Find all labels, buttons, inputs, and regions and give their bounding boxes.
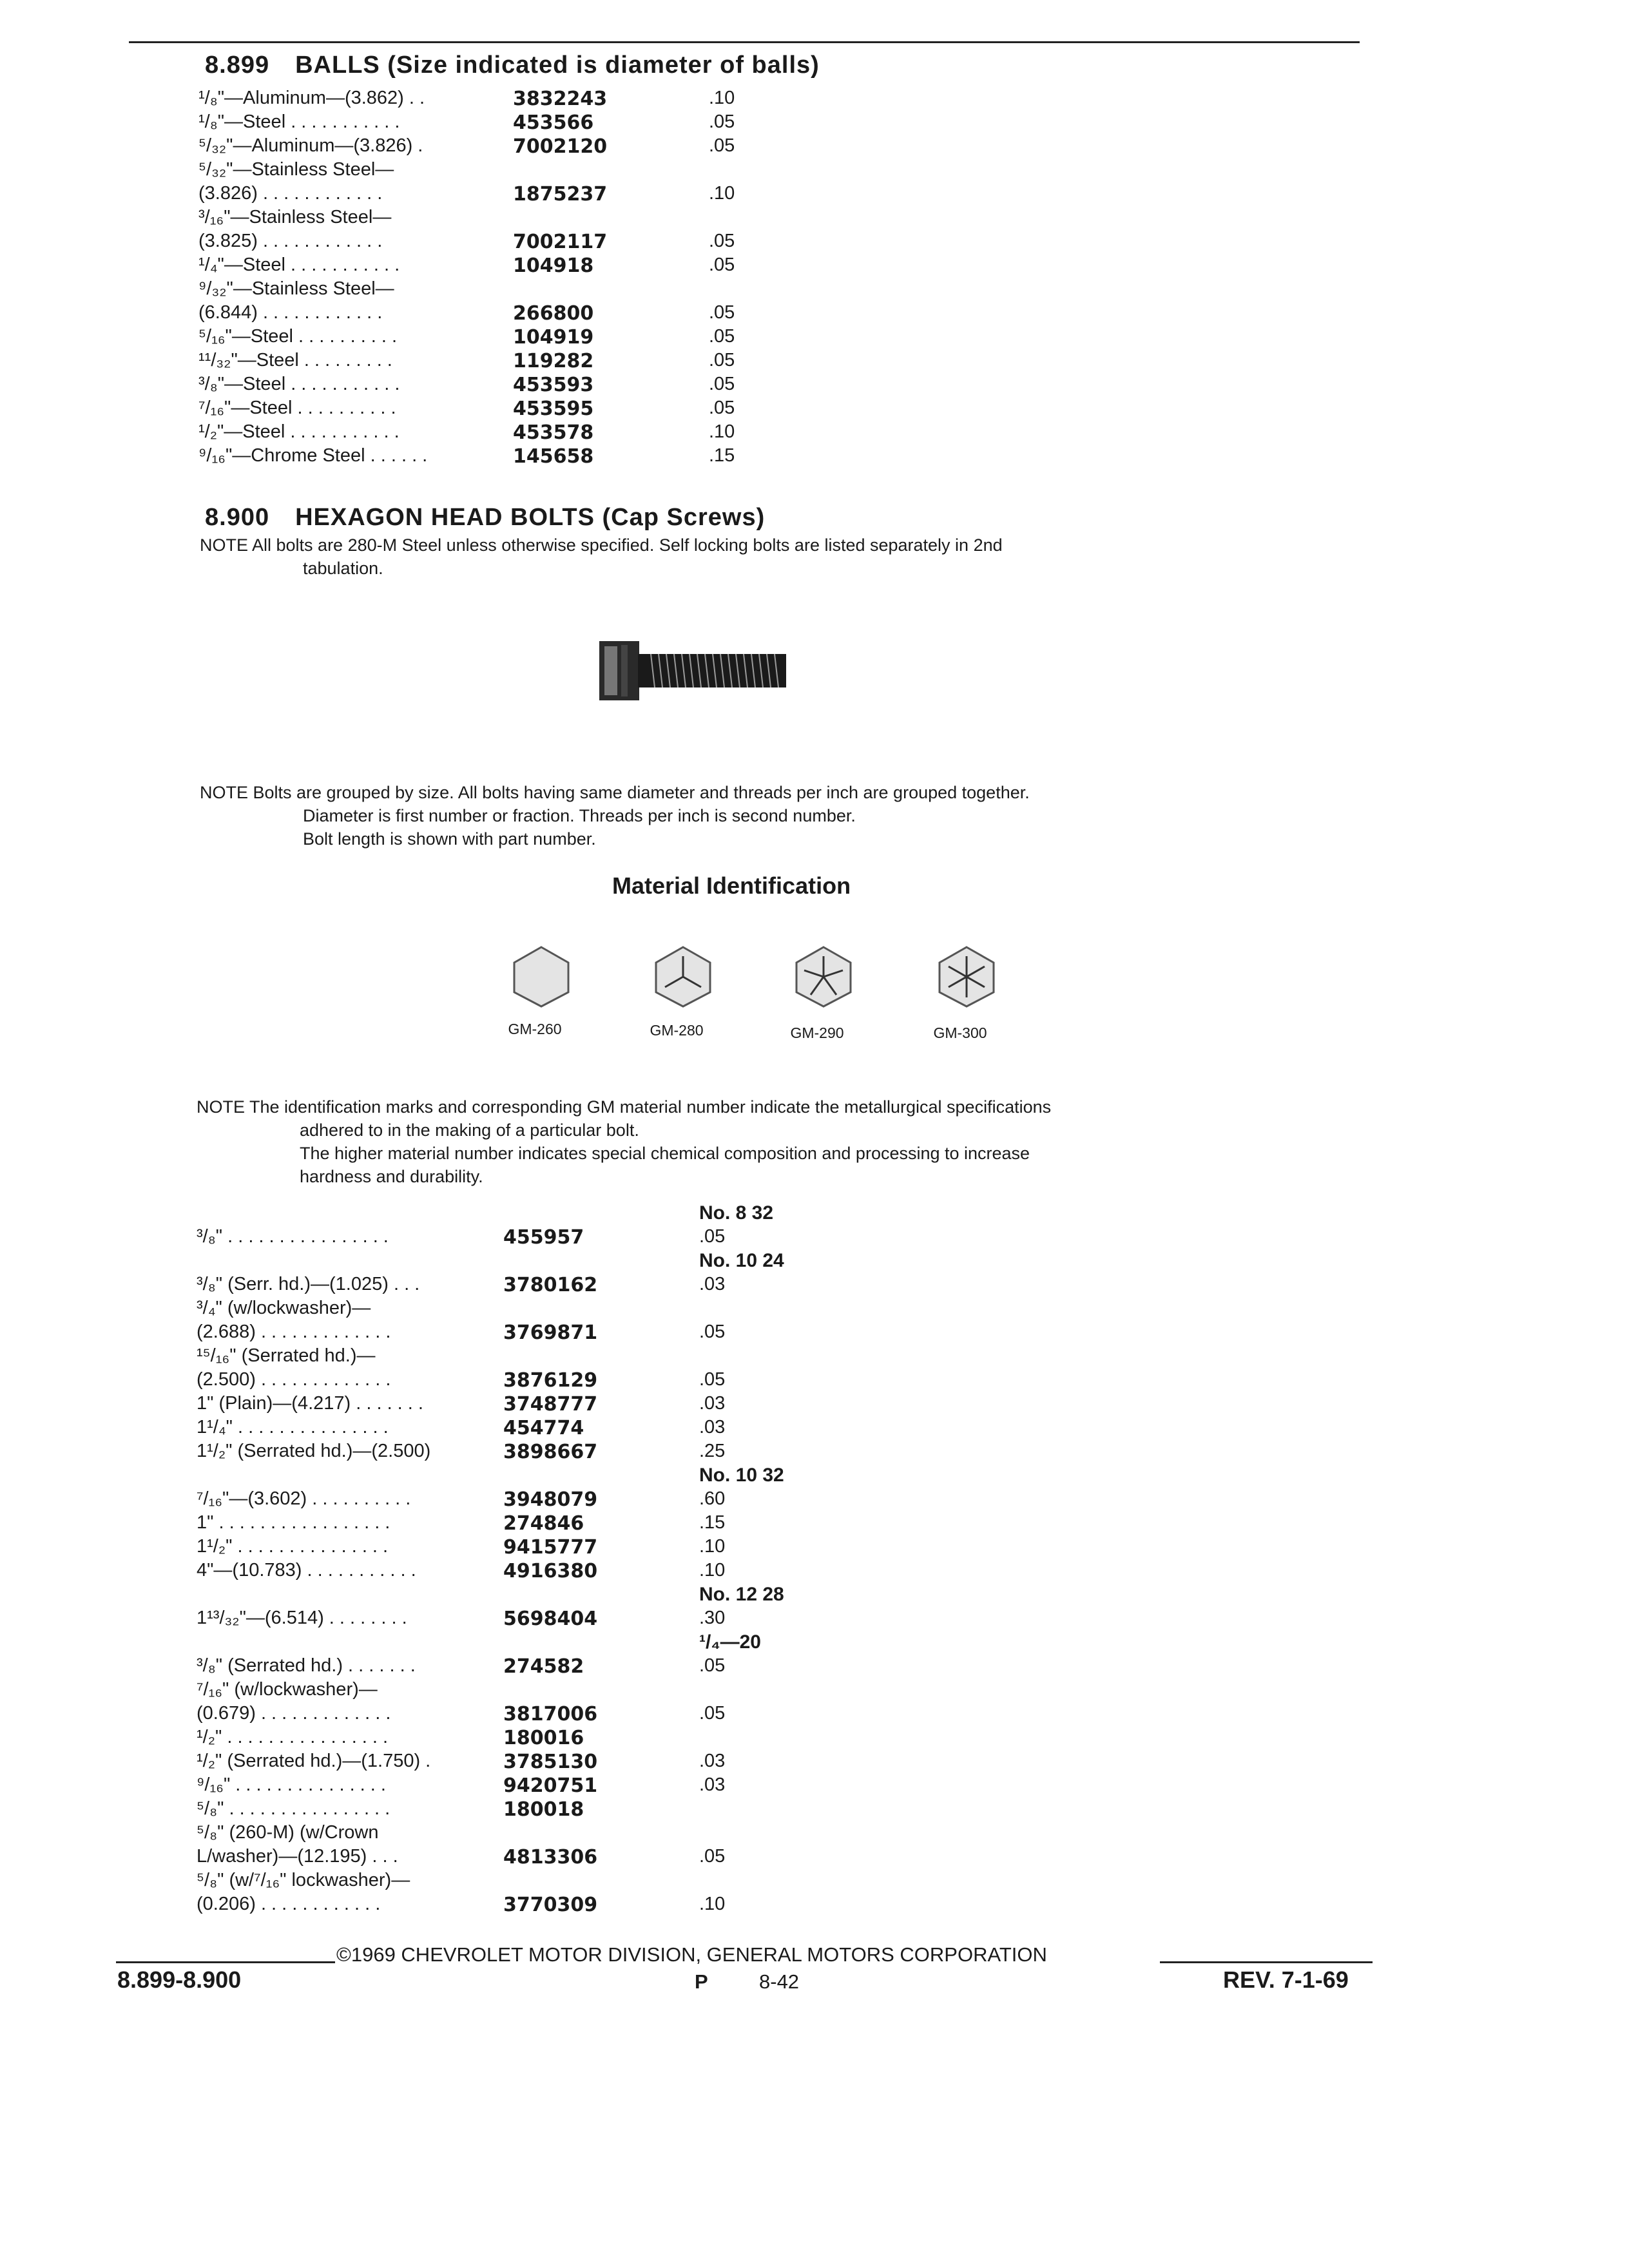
part-description: ⁵/₃₂"—Stainless Steel— xyxy=(198,159,394,180)
part-number: 104918 xyxy=(513,255,594,277)
part-price: .05 xyxy=(709,231,735,251)
part-description: (2.688) . . . . . . . . . . . . . xyxy=(197,1321,391,1342)
parts-row xyxy=(197,1298,841,1321)
gm-260-mark xyxy=(503,945,580,1012)
part-description: ⁵/₈" (260-M) (w/Crown xyxy=(197,1822,379,1843)
gm-290-mark xyxy=(785,945,862,1012)
part-description: ³/₁₆"—Stainless Steel— xyxy=(198,207,392,227)
part-description: ³/₈"—Steel . . . . . . . . . . . xyxy=(198,374,400,394)
part-price: .05 xyxy=(709,111,735,132)
part-description: ¹/₄"—Steel . . . . . . . . . . . xyxy=(198,255,400,275)
part-description: ⁵/₈" . . . . . . . . . . . . . . . . xyxy=(197,1798,390,1819)
section-899-title: BALLS (Size indicated is diameter of balls) xyxy=(295,52,820,79)
parts-row xyxy=(197,1536,841,1560)
section-899-heading xyxy=(205,52,820,79)
part-description: ¹⁵/₁₆" (Serrated hd.)— xyxy=(197,1345,376,1366)
part-description: ¹/₂" . . . . . . . . . . . . . . . . xyxy=(197,1727,389,1747)
parts-row xyxy=(197,1727,841,1751)
part-number: 3832243 xyxy=(513,88,608,110)
parts-row xyxy=(197,1202,841,1226)
part-price: .05 xyxy=(699,1846,726,1867)
part-description: 1¹/₂" . . . . . . . . . . . . . . . xyxy=(197,1536,389,1557)
part-price: .03 xyxy=(699,1774,726,1795)
parts-row xyxy=(198,445,843,469)
part-description: 1¹/₂" (Serrated hd.)—(2.500) xyxy=(197,1441,431,1461)
thread-size-header: No. 10 32 xyxy=(699,1465,784,1486)
part-number: 3817006 xyxy=(503,1703,598,1725)
parts-row xyxy=(197,1584,841,1608)
part-number: 104919 xyxy=(513,326,594,349)
part-number: 1875237 xyxy=(513,183,608,206)
thread-size-header: ¹/₄—20 xyxy=(699,1631,761,1653)
parts-row xyxy=(198,183,843,207)
parts-row xyxy=(197,1679,841,1703)
hex-head-icon xyxy=(509,945,574,1009)
parts-row xyxy=(197,1655,841,1679)
part-description: ⁹/₃₂"—Stainless Steel— xyxy=(198,278,394,299)
parts-row xyxy=(198,88,843,111)
note-materials-line2: tabulation. xyxy=(303,559,383,578)
part-price: .03 xyxy=(699,1274,726,1294)
gm-280-mark xyxy=(644,945,722,1012)
parts-row xyxy=(197,1321,841,1345)
part-price: .05 xyxy=(699,1226,726,1247)
part-description: ¹/₂" (Serrated hd.)—(1.750) . xyxy=(197,1751,431,1771)
part-number: 3948079 xyxy=(503,1488,598,1511)
part-price: .03 xyxy=(699,1751,726,1771)
footer-rule-left xyxy=(116,1961,335,1963)
parts-row xyxy=(197,1846,841,1870)
hex-head-icon xyxy=(934,945,999,1009)
part-number: 9420751 xyxy=(503,1774,598,1797)
parts-row xyxy=(197,1774,841,1798)
part-description: ⁵/₈" (w/⁷/₁₆" lockwasher)— xyxy=(197,1870,410,1890)
part-description: (2.500) . . . . . . . . . . . . . xyxy=(197,1369,391,1390)
section-899-number: 8.899 xyxy=(205,52,270,79)
gm-290-label: GM-290 xyxy=(790,1024,844,1041)
part-number: 3770309 xyxy=(503,1894,598,1916)
part-description: (0.206) . . . . . . . . . . . . xyxy=(197,1894,381,1914)
note-grouping-line2: Diameter is first number or fraction. Threads per inch is second number. xyxy=(303,806,856,825)
note-identification-line1: NOTE The identification marks and corresponding GM material number indicate the metallurgical specifications xyxy=(197,1097,1052,1117)
part-description: ⁵/₁₆"—Steel . . . . . . . . . . xyxy=(198,326,398,347)
part-number: 3780162 xyxy=(503,1274,598,1296)
part-description: ⁷/₁₆"—(3.602) . . . . . . . . . . xyxy=(197,1488,411,1509)
part-description: (3.826) . . . . . . . . . . . . xyxy=(198,183,383,204)
footer-copyright: ©1969 CHEVROLET MOTOR DIVISION, GENERAL MOTORS CORPORATION xyxy=(336,1943,1047,1966)
parts-row xyxy=(198,350,843,374)
part-number: 7002117 xyxy=(513,231,608,253)
part-number: 453566 xyxy=(513,111,594,134)
part-price: .05 xyxy=(709,350,735,370)
part-description: ³/₈" (Serr. hd.)—(1.025) . . . xyxy=(197,1274,420,1294)
part-description: ¹/₈"—Steel . . . . . . . . . . . xyxy=(198,111,400,132)
part-price: .60 xyxy=(699,1488,726,1509)
parts-row xyxy=(197,1393,841,1417)
part-number: 274582 xyxy=(503,1655,584,1678)
part-description: ¹/₈"—Aluminum—(3.862) . . xyxy=(198,88,425,108)
parts-row xyxy=(198,231,843,255)
part-price: .15 xyxy=(699,1512,726,1533)
part-price: .05 xyxy=(709,255,735,275)
parts-row xyxy=(198,207,843,231)
part-description: ³/₈" (Serrated hd.) . . . . . . . xyxy=(197,1655,416,1676)
parts-row xyxy=(197,1822,841,1846)
parts-row xyxy=(197,1465,841,1488)
note-identification xyxy=(197,1095,1453,1188)
thread-size-header: No. 10 24 xyxy=(699,1250,784,1271)
footer-section-range: 8.899-8.900 xyxy=(117,1966,242,1993)
parts-row xyxy=(197,1274,841,1298)
parts-row xyxy=(198,398,843,421)
part-price: .10 xyxy=(709,88,735,108)
part-number: 453578 xyxy=(513,421,594,444)
gm-300-label: GM-300 xyxy=(933,1024,987,1041)
parts-row xyxy=(197,1369,841,1393)
footer-revision: REV. 7-1-69 xyxy=(1223,1966,1349,1993)
part-number: 5698404 xyxy=(503,1608,598,1630)
part-number: 180018 xyxy=(503,1798,584,1821)
part-number: 453595 xyxy=(513,398,594,420)
parts-row xyxy=(197,1894,841,1917)
part-price: .30 xyxy=(699,1608,726,1628)
part-number: 274846 xyxy=(503,1512,584,1535)
part-price: .05 xyxy=(709,326,735,347)
part-description: (6.844) . . . . . . . . . . . . xyxy=(198,302,383,323)
part-description: ¹/₂"—Steel . . . . . . . . . . . xyxy=(198,421,400,442)
hex-head-icon xyxy=(791,945,856,1009)
parts-row xyxy=(198,255,843,278)
part-number: 3769871 xyxy=(503,1321,598,1344)
part-number: 145658 xyxy=(513,445,594,468)
part-number: 3748777 xyxy=(503,1393,598,1416)
part-price: .10 xyxy=(709,421,735,442)
parts-row xyxy=(197,1345,841,1369)
part-number: 180016 xyxy=(503,1727,584,1749)
parts-row xyxy=(198,278,843,302)
hex-head-icon xyxy=(651,945,715,1009)
parts-row xyxy=(197,1560,841,1584)
part-price: .05 xyxy=(709,302,735,323)
part-description: 1" (Plain)—(4.217) . . . . . . . xyxy=(197,1393,423,1414)
part-number: 4813306 xyxy=(503,1846,598,1869)
part-price: .05 xyxy=(709,135,735,156)
balls-parts-list xyxy=(198,88,843,487)
part-number: 455957 xyxy=(503,1226,584,1249)
parts-row xyxy=(198,374,843,398)
parts-row xyxy=(198,159,843,183)
part-number: 454774 xyxy=(503,1417,584,1439)
parts-row xyxy=(197,1512,841,1536)
parts-row xyxy=(198,421,843,445)
part-description: 1¹/₄" . . . . . . . . . . . . . . . xyxy=(197,1417,389,1437)
part-description: 1" . . . . . . . . . . . . . . . . . xyxy=(197,1512,390,1533)
part-number: 3876129 xyxy=(503,1369,598,1392)
part-description: (3.825) . . . . . . . . . . . . xyxy=(198,231,383,251)
parts-row xyxy=(197,1608,841,1631)
part-number: 266800 xyxy=(513,302,594,325)
part-price: .10 xyxy=(699,1536,726,1557)
gm-300-mark xyxy=(928,945,1005,1012)
part-price: .03 xyxy=(699,1417,726,1437)
part-description: ⁵/₃₂"—Aluminum—(3.826) . xyxy=(198,135,423,156)
part-price: .03 xyxy=(699,1393,726,1414)
section-900-title: HEXAGON HEAD BOLTS (Cap Screws) xyxy=(295,504,766,531)
part-description: ³/₈" . . . . . . . . . . . . . . . . xyxy=(197,1226,389,1247)
section-900-number: 8.900 xyxy=(205,504,270,531)
footer-page-prefix: P xyxy=(695,1970,708,1993)
part-description: ⁷/₁₆"—Steel . . . . . . . . . . xyxy=(198,398,396,418)
part-description: L/washer)—(12.195) . . . xyxy=(197,1846,398,1867)
note-materials xyxy=(200,533,1424,580)
part-number: 453593 xyxy=(513,374,594,396)
part-price: .05 xyxy=(699,1703,726,1724)
part-description: ⁹/₁₆"—Chrome Steel . . . . . . xyxy=(198,445,428,466)
note-identification-line4: hardness and durability. xyxy=(300,1167,483,1186)
parts-row xyxy=(198,302,843,326)
gm-280-label: GM-280 xyxy=(650,1022,704,1039)
part-number: 3785130 xyxy=(503,1751,598,1773)
part-number: 3898667 xyxy=(503,1441,598,1463)
parts-row xyxy=(197,1250,841,1274)
parts-row xyxy=(197,1870,841,1894)
note-identification-line3: The higher material number indicates special chemical composition and processing to increase xyxy=(300,1144,1030,1163)
part-price: .10 xyxy=(699,1894,726,1914)
parts-row xyxy=(198,326,843,350)
parts-row xyxy=(197,1226,841,1250)
gm-260-label: GM-260 xyxy=(508,1021,562,1037)
part-price: .05 xyxy=(699,1369,726,1390)
parts-row xyxy=(197,1417,841,1441)
part-number: 119282 xyxy=(513,350,594,372)
footer-page-number: 8-42 xyxy=(759,1970,800,1993)
part-number: 7002120 xyxy=(513,135,608,158)
note-grouping-line1: NOTE Bolts are grouped by size. All bolts having same diameter and threads per inch are grouped together. xyxy=(200,783,1030,802)
note-identification-line2: adhered to in the making of a particular bolt. xyxy=(300,1120,639,1140)
part-description: ⁷/₁₆" (w/lockwasher)— xyxy=(197,1679,378,1700)
parts-row xyxy=(197,1441,841,1465)
part-description: ¹¹/₃₂"—Steel . . . . . . . . . xyxy=(198,350,392,370)
parts-row xyxy=(197,1631,841,1655)
parts-row xyxy=(197,1703,841,1727)
hex-bolt-image xyxy=(599,635,786,712)
material-identification-title: Material Identification xyxy=(612,872,851,899)
part-price: .05 xyxy=(699,1655,726,1676)
note-materials-line1: NOTE All bolts are 280-M Steel unless otherwise specified. Self locking bolts are listed separately in 2nd xyxy=(200,535,1003,555)
part-description: 1¹³/₃₂"—(6.514) . . . . . . . . xyxy=(197,1608,407,1628)
parts-row xyxy=(197,1751,841,1774)
parts-row xyxy=(197,1798,841,1822)
part-price: .05 xyxy=(709,374,735,394)
thread-size-header: No. 8 32 xyxy=(699,1202,774,1224)
part-description: ³/₄" (w/lockwasher)— xyxy=(197,1298,371,1318)
part-price: .05 xyxy=(699,1321,726,1342)
parts-row xyxy=(198,135,843,159)
part-price: .05 xyxy=(709,398,735,418)
section-900-heading xyxy=(205,504,765,532)
bolts-parts-list xyxy=(197,1202,841,1924)
note-grouping xyxy=(200,781,1424,850)
footer-rule-right xyxy=(1160,1961,1373,1963)
part-description: 4"—(10.783) . . . . . . . . . . . xyxy=(197,1560,416,1581)
part-price: .10 xyxy=(699,1560,726,1581)
part-price: .15 xyxy=(709,445,735,466)
part-number: 9415777 xyxy=(503,1536,598,1559)
part-description: (0.679) . . . . . . . . . . . . . xyxy=(197,1703,391,1724)
part-price: .25 xyxy=(699,1441,726,1461)
thread-size-header: No. 12 28 xyxy=(699,1584,784,1605)
parts-row xyxy=(198,111,843,135)
parts-row xyxy=(197,1488,841,1512)
part-price: .10 xyxy=(709,183,735,204)
part-number: 4916380 xyxy=(503,1560,598,1582)
top-rule xyxy=(129,41,1360,43)
part-description: ⁹/₁₆" . . . . . . . . . . . . . . . xyxy=(197,1774,386,1795)
note-grouping-line3: Bolt length is shown with part number. xyxy=(303,829,596,849)
